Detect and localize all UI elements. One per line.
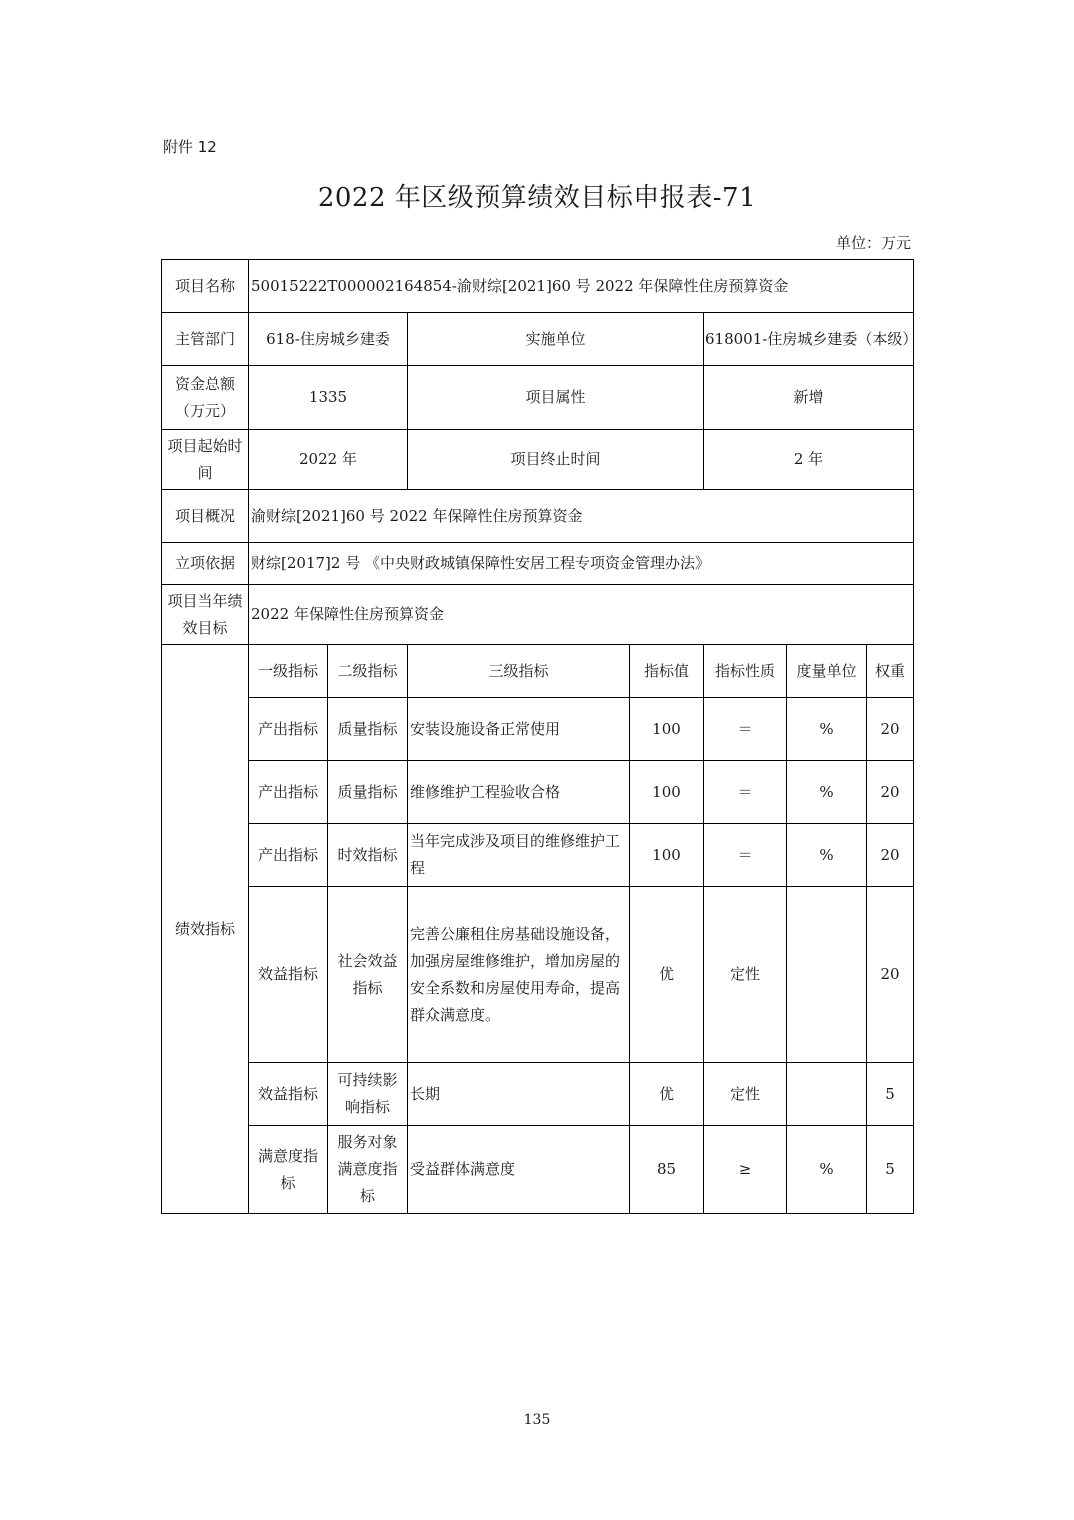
unit-cell: %: [787, 698, 867, 761]
level1-cell: 效益指标: [249, 1063, 328, 1126]
nature-cell: ＝: [704, 761, 787, 824]
row-basis: [162, 543, 914, 585]
value-cell: 优: [630, 887, 704, 1063]
nature-cell: ≥: [704, 1126, 787, 1214]
header-unit: 度量单位: [787, 645, 867, 698]
header-level3: 三级指标: [408, 645, 630, 698]
basis-label: 立项依据: [162, 543, 249, 585]
level1-cell: 满意度指标: [249, 1126, 328, 1214]
unit-cell: [787, 887, 867, 1063]
value-cell: 100: [630, 824, 704, 887]
level2-cell: 服务对象满意度指标: [328, 1126, 408, 1214]
annex-label: 附件 12: [163, 138, 217, 156]
table-row: [162, 824, 914, 887]
weight-cell: 20: [867, 761, 914, 824]
project-name-value: 50015222T000002164854-渝财综[2021]60 号 2022 年保障性住房预算资金: [249, 260, 914, 313]
level2-cell: 质量指标: [328, 698, 408, 761]
level2-cell: 社会效益指标: [328, 887, 408, 1063]
performance-target-table: [161, 259, 918, 1214]
level3-cell: 长期: [408, 1063, 630, 1126]
header-level1: 一级指标: [249, 645, 328, 698]
table-row: [162, 1126, 914, 1214]
level3-cell: 维修维护工程验收合格: [408, 761, 630, 824]
row-time: [162, 430, 914, 490]
level1-cell: 产出指标: [249, 698, 328, 761]
nature-cell: ＝: [704, 698, 787, 761]
indicators-section-label: 绩效指标: [162, 645, 249, 1214]
weight-cell: 5: [867, 1063, 914, 1126]
unit-label: 单位：万元: [835, 234, 911, 252]
weight-cell: 20: [867, 698, 914, 761]
end-value: 2 年: [704, 430, 914, 490]
level2-cell: 质量指标: [328, 761, 408, 824]
level2-cell: 可持续影响指标: [328, 1063, 408, 1126]
header-weight: 权重: [867, 645, 914, 698]
dept-value: 618-住房城乡建委: [249, 313, 408, 366]
nature-cell: 定性: [704, 887, 787, 1063]
value-cell: 优: [630, 1063, 704, 1126]
table-row: [162, 761, 914, 824]
row-overview: [162, 490, 914, 543]
impl-value: 618001-住房城乡建委（本级）: [704, 313, 914, 366]
dept-label: 主管部门: [162, 313, 249, 366]
unit-cell: %: [787, 761, 867, 824]
attr-value: 新增: [704, 366, 914, 430]
table-row: [162, 698, 914, 761]
goal-label: 项目当年绩效目标: [162, 585, 249, 645]
value-cell: 85: [630, 1126, 704, 1214]
end-label: 项目终止时间: [408, 430, 704, 490]
level3-cell: 受益群体满意度: [408, 1126, 630, 1214]
page-number: 135: [523, 1412, 551, 1428]
start-value: 2022 年: [249, 430, 408, 490]
fund-label: 资金总额（万元）: [162, 366, 249, 430]
level3-cell: 完善公廉租住房基础设施设备，加强房屋维修维护，增加房屋的安全系数和房屋使用寿命，提高群众满意度。: [408, 887, 630, 1063]
weight-cell: 20: [867, 824, 914, 887]
header-level2: 二级指标: [328, 645, 408, 698]
indicator-header-row: [162, 645, 914, 698]
table-row: [162, 887, 914, 1063]
goal-value: 2022 年保障性住房预算资金: [249, 585, 914, 645]
overview-value: 渝财综[2021]60 号 2022 年保障性住房预算资金: [249, 490, 914, 543]
level1-cell: 效益指标: [249, 887, 328, 1063]
unit-cell: [787, 1063, 867, 1126]
nature-cell: 定性: [704, 1063, 787, 1126]
level2-cell: 时效指标: [328, 824, 408, 887]
value-cell: 100: [630, 761, 704, 824]
unit-cell: %: [787, 824, 867, 887]
row-project-name: [162, 260, 914, 313]
page-title: 2022 年区级预算绩效目标申报表-71: [317, 183, 757, 213]
level3-cell: 当年完成涉及项目的维修维护工程: [408, 824, 630, 887]
fund-value: 1335: [249, 366, 408, 430]
impl-label: 实施单位: [408, 313, 704, 366]
level1-cell: 产出指标: [249, 824, 328, 887]
level3-cell: 安装设施设备正常使用: [408, 698, 630, 761]
header-value: 指标值: [630, 645, 704, 698]
row-fund: [162, 366, 914, 430]
start-label: 项目起始时间: [162, 430, 249, 490]
weight-cell: 5: [867, 1126, 914, 1214]
nature-cell: ＝: [704, 824, 787, 887]
attr-label: 项目属性: [408, 366, 704, 430]
value-cell: 100: [630, 698, 704, 761]
project-name-label: 项目名称: [162, 260, 249, 313]
row-department: [162, 313, 914, 366]
weight-cell: 20: [867, 887, 914, 1063]
basis-value: 财综[2017]2 号 《中央财政城镇保障性安居工程专项资金管理办法》: [249, 543, 914, 585]
unit-cell: %: [787, 1126, 867, 1214]
overview-label: 项目概况: [162, 490, 249, 543]
level1-cell: 产出指标: [249, 761, 328, 824]
table-row: [162, 1063, 914, 1126]
header-nature: 指标性质: [704, 645, 787, 698]
row-goal: [162, 585, 914, 645]
